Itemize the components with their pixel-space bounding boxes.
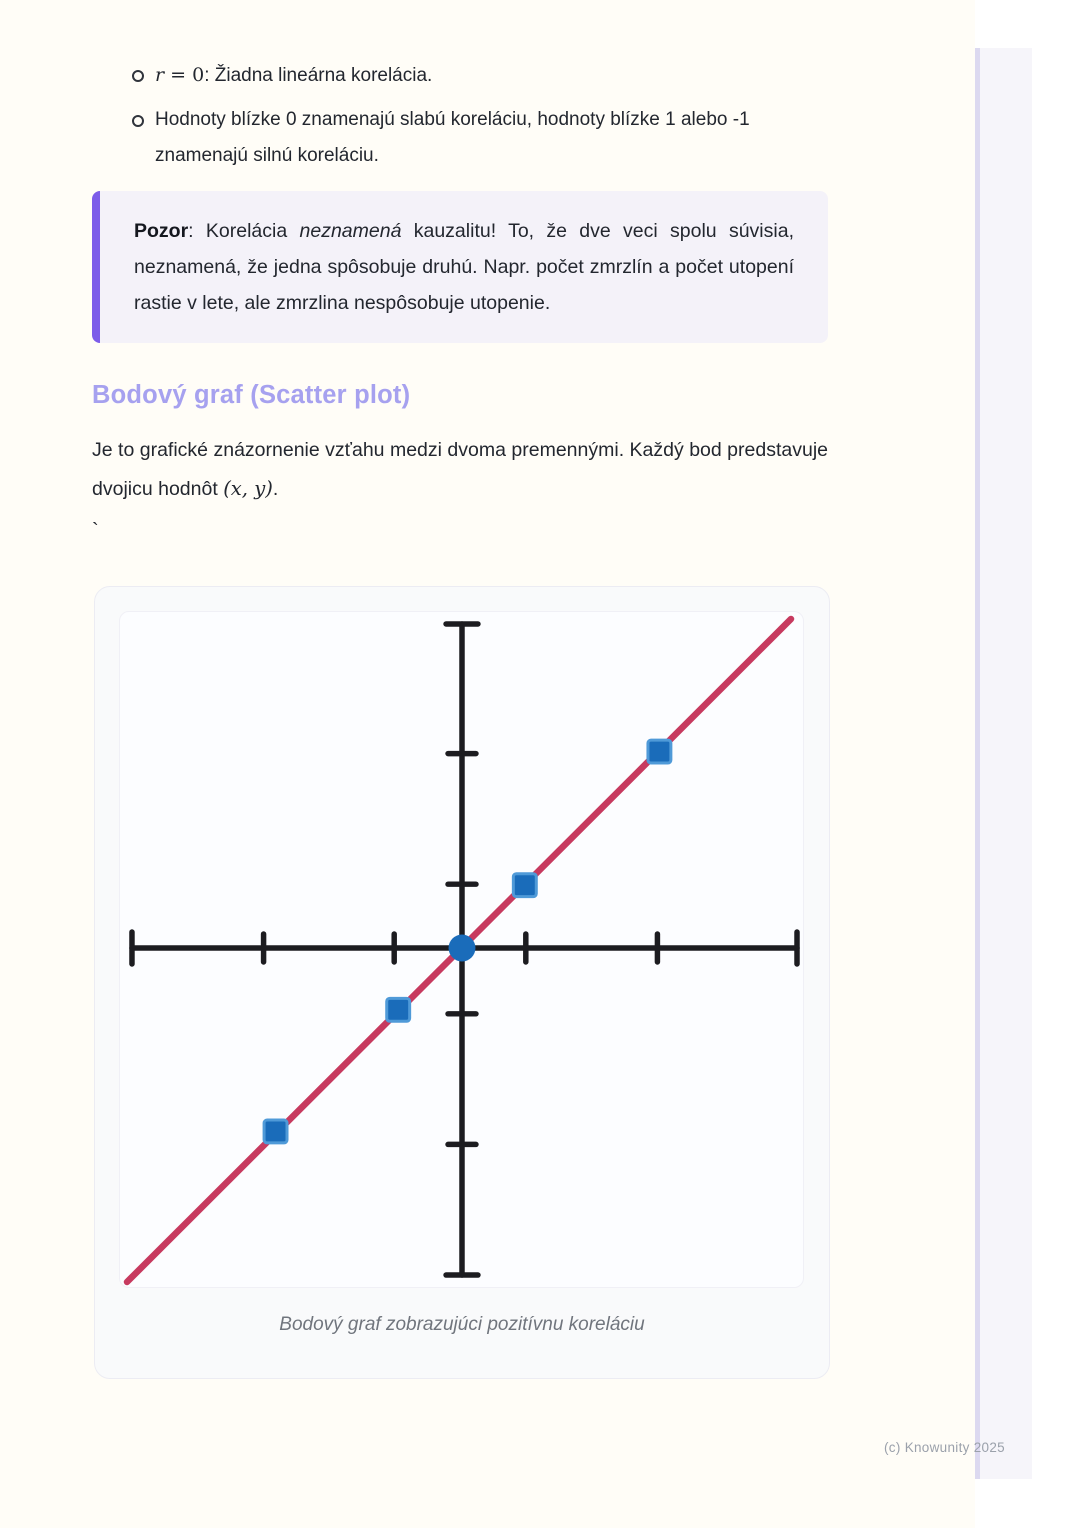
callout-warning (92, 191, 828, 343)
data-point-origin (449, 935, 476, 962)
section-heading: Bodový graf (Scatter plot) (92, 381, 411, 410)
list-item-text: Hodnoty blízke 0 znamenajú slabú koreláciu, hodnoty blízke 1 alebo -1 znamenajú silnú koreláciu. (155, 109, 750, 167)
copyright-footer: (c) Knowunity 2025 (884, 1440, 1005, 1455)
page-edge-panel (975, 48, 1032, 1479)
bullet-circle-icon (132, 70, 144, 82)
scatter-plot (119, 611, 804, 1288)
data-point-square (264, 1120, 287, 1143)
list-item-text (155, 65, 432, 86)
callout-label: Pozor (134, 220, 189, 243)
scatter-plot-canvas (120, 612, 803, 1287)
figure-card (94, 586, 830, 1379)
body-paragraph (92, 432, 828, 508)
list-item (92, 57, 828, 94)
paragraph-text: . (272, 477, 279, 500)
callout-emphasis: neznamená (299, 220, 402, 243)
data-point-square (513, 874, 536, 897)
callout-separator: : (188, 220, 206, 243)
figure-caption: Bodový graf zobrazujúci pozitívnu koreláciu (279, 1314, 645, 1336)
callout-text (134, 213, 794, 321)
list-item-label: : Žiadna lineárna korelácia. (204, 65, 433, 86)
callout-text-part: kauzalitu! To, že dve veci spolu súvisia, neznamená, že jedna spôsobuje druhú. Napr. počet zmrzlín a počet utopení rastie v lete, ale zmrzlina nespôsobuje utopenie. (134, 220, 794, 315)
list-item (92, 102, 828, 174)
math-variable: r (155, 64, 165, 86)
stray-backtick: ` (92, 520, 99, 543)
math-pair: (x, y) (223, 476, 273, 500)
bullet-circle-icon (132, 115, 144, 127)
callout-text-part: Korelácia (205, 220, 300, 243)
data-point-square (387, 999, 410, 1022)
paragraph-text: Je to grafické znázornenie vzťahu medzi dvoma premennými. Každý bod predstavuje dvojicu hodnôt (92, 439, 828, 500)
data-point-square (648, 740, 671, 763)
bullet-list (92, 57, 828, 174)
math-expression: = 0 (164, 64, 205, 86)
